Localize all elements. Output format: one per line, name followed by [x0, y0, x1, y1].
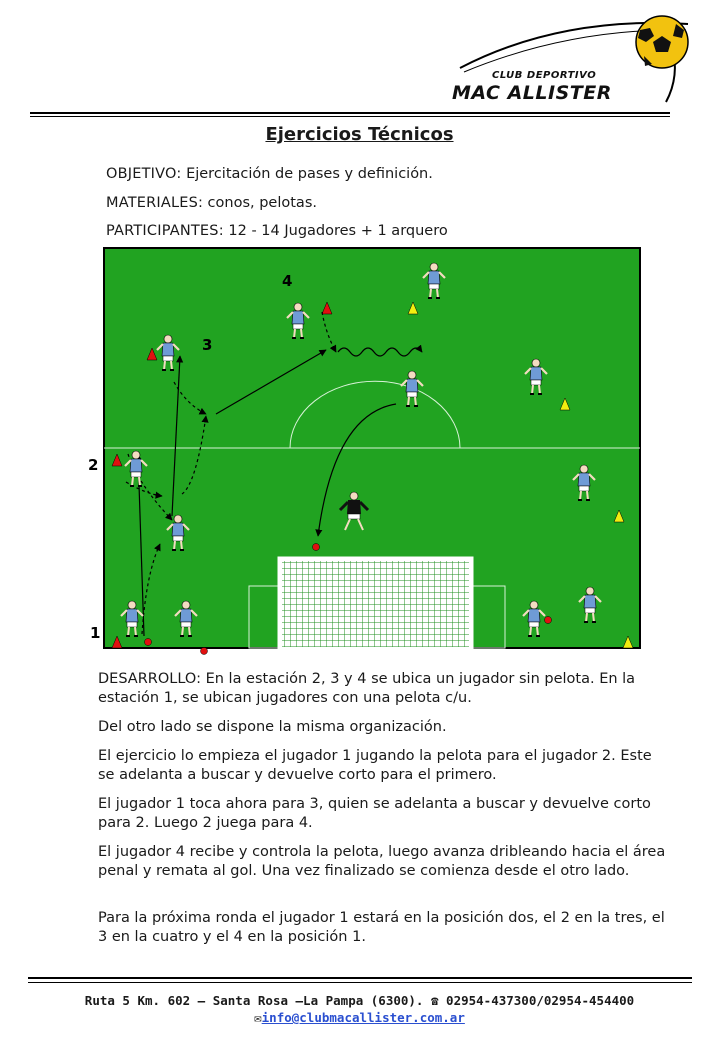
desarrollo-paragraph — [98, 670, 668, 708]
footer-rule-thin — [28, 982, 692, 983]
participantes-line — [106, 223, 448, 239]
footer-address — [0, 993, 719, 1008]
objetivo-line — [106, 166, 433, 182]
desarrollo-label: DESARROLLO: — [98, 671, 201, 687]
phone-numbers: 02954-437300/02954-454400 — [446, 993, 635, 1008]
footer-contact — [0, 1010, 719, 1025]
paragraph: El jugador 1 toca ahora para 3, quien se adelanta a buscar y devuelve corto para 2. Luego 2 juega para 4. — [98, 796, 651, 831]
objetivo-label: OBJETIVO: — [106, 166, 182, 182]
paragraph: Del otro lado se dispone la misma organización. — [98, 719, 447, 735]
exercise-diagram — [86, 244, 646, 662]
ball — [313, 544, 320, 551]
objetivo-value: Ejercitación de pases y definición. — [186, 166, 433, 182]
phone-icon: ☎ — [430, 993, 439, 1008]
station-label-2: 2 — [88, 456, 99, 474]
paragraph: El ejercicio lo empieza el jugador 1 jugando la pelota para el jugador 2. Este se adelanta a buscar y devuelve corto para el primero. — [98, 748, 652, 783]
mail-icon: ✉ — [254, 1010, 262, 1025]
desarrollo-text: En la estación 2, 3 y 4 se ubica un jugador sin pelota. En la estación 1, se ubican jugadores con una pelota c/u. — [98, 671, 636, 706]
field-svg — [86, 244, 646, 662]
participantes-value: 12 - 14 Jugadores + 1 arquero — [228, 223, 448, 239]
station-label-1: 1 — [90, 624, 101, 642]
participantes-label: PARTICIPANTES: — [106, 223, 224, 239]
header-rule — [30, 112, 670, 114]
paragraph: El jugador 4 recibe y controla la pelota, luego avanza dribleando hacia el área penal y remata al gol. Una vez finalizado se comienza desde el otro lado. — [98, 844, 666, 879]
materiales-value: : conos, pelotas. — [198, 195, 317, 211]
email-link[interactable]: info@clubmacallister.com.ar — [261, 1010, 465, 1025]
station-label-4: 4 — [282, 272, 293, 290]
paragraph: Para la próxima ronda el jugador 1 estará en la posición dos, el 2 en la tres, el 3 en la cuatro y el 4 en la posición 1. — [98, 910, 665, 945]
ball — [145, 639, 152, 646]
footer-rule — [28, 977, 692, 979]
header-rule-thin — [30, 116, 670, 117]
soccer-ball-icon — [636, 16, 688, 68]
page-title: Ejercicios Técnicos — [265, 124, 454, 145]
materiales-label: MATERIALES — [106, 195, 199, 211]
ball — [545, 617, 552, 624]
materiales-line — [106, 195, 317, 211]
page-header — [0, 0, 719, 118]
club-name-line1: CLUB DEPORTIVO — [492, 70, 597, 81]
club-name-line2: MAC ALLISTER — [452, 82, 612, 104]
ball — [201, 648, 208, 655]
address-text: Ruta 5 Km. 602 – Santa Rosa –La Pampa (6300). — [84, 993, 424, 1008]
station-label-3: 3 — [202, 336, 213, 354]
